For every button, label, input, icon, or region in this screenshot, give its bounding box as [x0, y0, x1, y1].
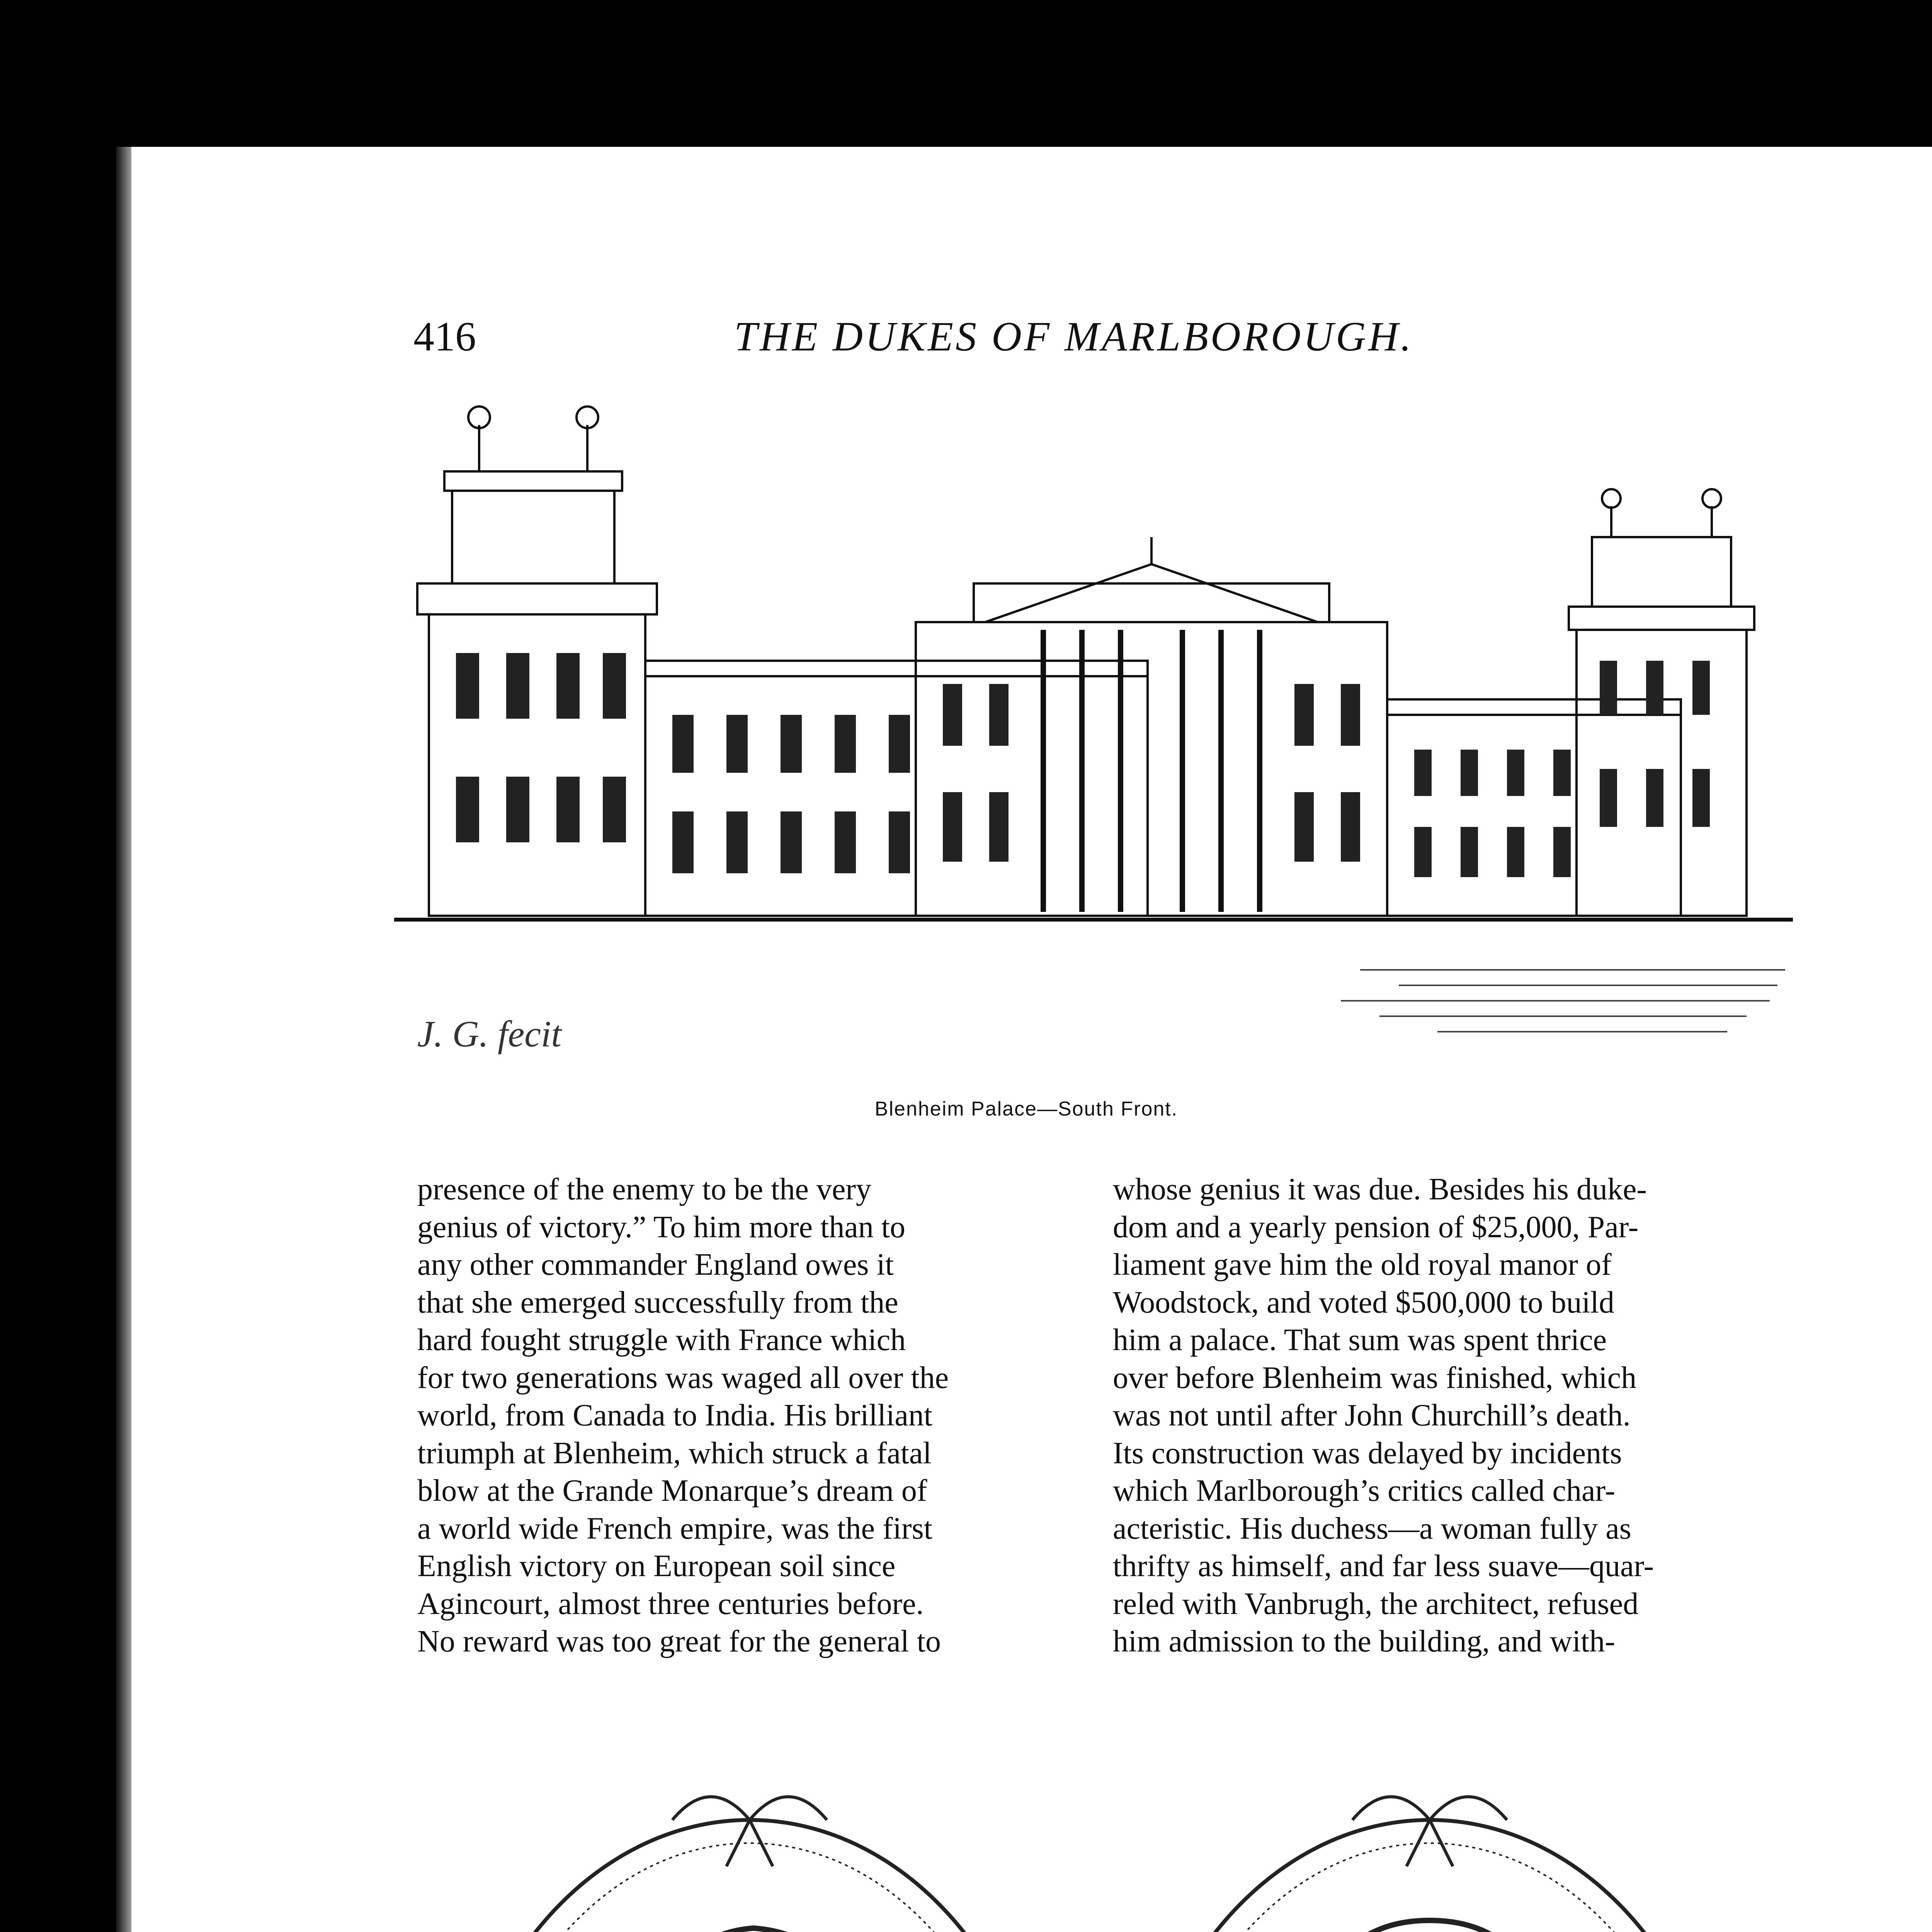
text-line: No reward was too great for the general to — [417, 1624, 941, 1658]
text-line: reled with Vanbrugh, the architect, refused — [1113, 1587, 1639, 1621]
text-line: him admission to the building, and with- — [1113, 1624, 1615, 1658]
portrait-frame-right — [1124, 1820, 1735, 1932]
text-line: Agincourt, almost three centuries before. — [417, 1587, 924, 1621]
running-title: THE DUKES OF MARLBOROUGH. — [734, 314, 1413, 360]
text-line: Its construction was delayed by incidents — [1113, 1436, 1622, 1470]
text-line: that she emerged successfully from the — [417, 1285, 898, 1320]
text-line: was not until after John Churchill’s death. — [1113, 1398, 1631, 1432]
text-line: genius of victory.” To him more than to — [417, 1210, 906, 1244]
page-number: 416 — [413, 314, 476, 360]
text-line: dom and a yearly pension of $25,000, Par- — [1113, 1210, 1639, 1244]
text-line: presence of the enemy to be the very — [417, 1172, 872, 1206]
text-line: Woodstock, and voted $500,000 to build — [1113, 1285, 1614, 1320]
text-line: which Marlborough’s critics called char- — [1113, 1474, 1616, 1508]
text-line: triumph at Blenheim, which struck a fatal — [417, 1436, 932, 1470]
text-line: hard fought struggle with France which — [417, 1323, 906, 1357]
text-line: world, from Canada to India. His brilliant — [417, 1398, 933, 1432]
text-line: acteristic. His duchess—a woman fully as — [1113, 1511, 1631, 1546]
text-line: a world wide French empire, was the first — [417, 1511, 932, 1546]
blenheim-palace-illustration — [394, 383, 1793, 1070]
text-line: English victory on European soil since — [417, 1549, 896, 1583]
portrait-frame-left — [444, 1820, 1055, 1932]
text-line: for two generations was waged all over the — [417, 1361, 949, 1395]
text-line: liament gave him the old royal manor of — [1113, 1248, 1612, 1282]
text-line: him a palace. That sum was spent thrice — [1113, 1323, 1607, 1357]
running-head — [413, 313, 1480, 367]
artist-signature: J. G. fecit — [417, 1013, 562, 1054]
palace-caption: Blenheim Palace—South Front. — [874, 1098, 1178, 1120]
body-column-right — [1113, 1171, 1766, 1661]
text-line: any other commander England owes it — [417, 1248, 894, 1282]
text-line: whose genius it was due. Besides his duke- — [1113, 1172, 1647, 1206]
text-line: over before Blenheim was finished, which — [1113, 1361, 1637, 1395]
text-line: thrifty as himself, and far less suave—quar- — [1113, 1549, 1654, 1583]
text-line: blow at the Grande Monarque’s dream of — [417, 1474, 927, 1508]
portraits-illustration — [402, 1692, 1777, 1932]
body-column-left — [417, 1171, 1070, 1661]
